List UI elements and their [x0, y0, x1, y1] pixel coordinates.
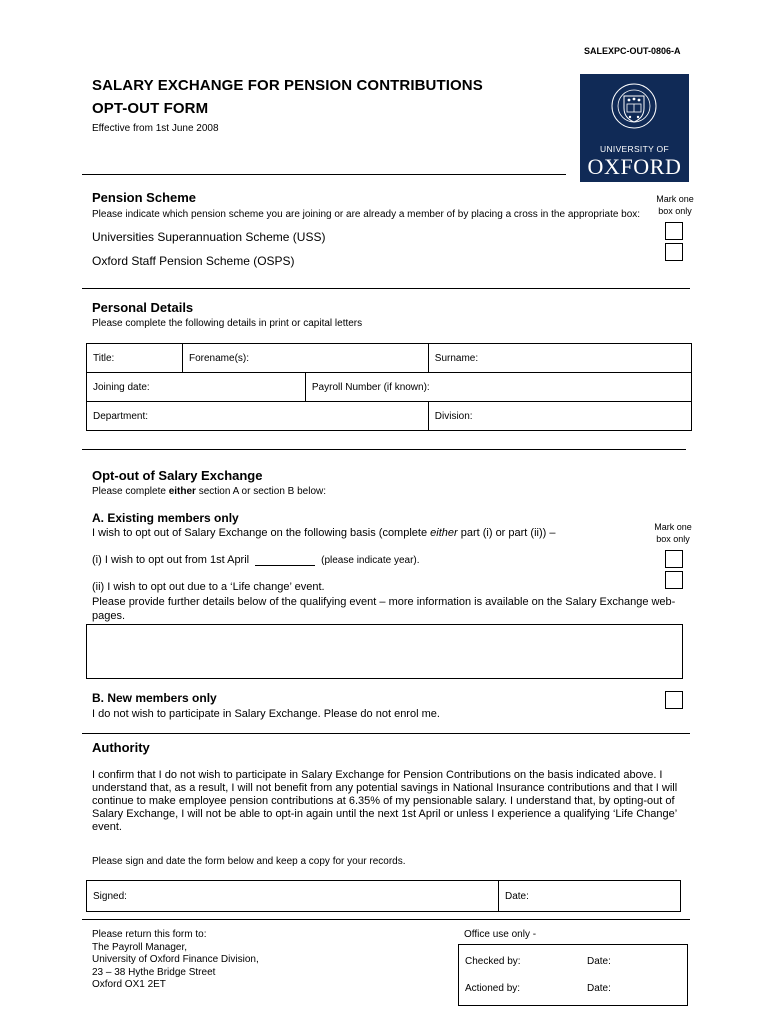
form-reference-code: SALEXPC-OUT-0806-A	[584, 46, 681, 56]
details-instruction-line2: pages.	[92, 610, 126, 622]
checked-by-label: Checked by:	[465, 956, 521, 967]
osps-checkbox[interactable]	[665, 243, 683, 261]
part-ii-text: (ii) I wish to opt out due to a ‘Life change’ event.	[92, 581, 325, 593]
section-b-text: I do not wish to participate in Salary Exchange. Please do not enrol me.	[92, 708, 440, 720]
section-b-heading: B. New members only	[92, 691, 217, 705]
forenames-field[interactable]: Forename(s):	[183, 344, 429, 373]
payroll-number-field[interactable]: Payroll Number (if known):	[305, 373, 691, 402]
form-title-line1: SALARY EXCHANGE FOR PENSION CONTRIBUTIONS	[92, 77, 483, 94]
signature-table	[86, 880, 681, 912]
section-b-checkbox[interactable]	[665, 691, 683, 709]
part-i-checkbox[interactable]	[665, 550, 683, 568]
header-divider	[82, 174, 566, 175]
section-a-intro: I wish to opt out of Salary Exchange on the following basis (complete either part (i) or part (ii)) –	[92, 527, 556, 539]
part-ii-checkbox[interactable]	[665, 571, 683, 589]
section-a-heading: A. Existing members only	[92, 511, 239, 525]
division-field[interactable]: Division:	[428, 402, 691, 431]
sign-instruction: Please sign and date the form below and keep a copy for your records.	[92, 856, 406, 867]
oxford-crest-icon	[610, 78, 658, 140]
year-input-line[interactable]	[255, 555, 315, 566]
logo-oxford: OXFORD	[587, 154, 682, 179]
section-divider	[82, 288, 690, 289]
signature-date-field[interactable]: Date:	[499, 881, 681, 912]
joining-date-field[interactable]: Joining date:	[87, 373, 306, 402]
personal-details-table	[86, 343, 692, 431]
effective-date: Effective from 1st June 2008	[92, 123, 219, 134]
pension-option-uss: Universities Superannuation Scheme (USS)	[92, 230, 326, 244]
pension-scheme-heading: Pension Scheme	[92, 190, 197, 205]
personal-details-instruction: Please complete the following details in print or capital letters	[92, 318, 363, 329]
form-title-line2: OPT-OUT FORM	[92, 100, 209, 117]
qualifying-event-details-box[interactable]	[86, 624, 683, 679]
actioned-by-label: Actioned by:	[465, 983, 521, 994]
details-instruction-line1: Please provide further details below of the qualifying event – more information is available on the Salary Exchange web-	[92, 596, 676, 608]
personal-details-heading: Personal Details	[92, 300, 194, 315]
pension-scheme-instruction: Please indicate which pension scheme you are joining or are already a member of by placing a cross in the appropriate box:	[92, 209, 641, 220]
part-i-text: (i) I wish to opt out from 1st April (please indicate year).	[92, 554, 420, 566]
optout-mark-note: Mark one box only	[654, 522, 692, 544]
section-divider	[82, 449, 686, 450]
office-use-label: Office use only -	[464, 929, 537, 940]
pension-mark-note: Mark one box only	[656, 194, 694, 216]
office-use-box	[458, 944, 688, 1006]
signed-field[interactable]: Signed:	[87, 881, 499, 912]
optout-heading: Opt-out of Salary Exchange	[92, 468, 263, 483]
authority-statement: I confirm that I do not wish to participate in Salary Exchange for Pension Contributions on the basis indicated above. I understand that, as a result, I will not benefit from any potential savings in National Insurance contributions and that I will continue to make employee pension contributions at 6.35% of my pensionable salary. I understand that, by opting-out of Salary Exchange, I will not be able to opt-in again until the next 1st April or unless I experience a qualifying ‘Life Change’ event.	[92, 769, 678, 833]
actioned-date-label: Date:	[587, 983, 611, 994]
return-address: Please return this form to: The Payroll Manager, University of Oxford Finance Division, 23 – 38 Hythe Bridge Street Oxford OX1 2ET	[92, 929, 259, 990]
logo-university-of: UNIVERSITY OF	[600, 144, 669, 154]
department-field[interactable]: Department:	[87, 402, 429, 431]
authority-heading: Authority	[92, 740, 150, 755]
surname-field[interactable]: Surname:	[428, 344, 691, 373]
checked-date-label: Date:	[587, 956, 611, 967]
footer-divider	[82, 919, 690, 920]
uss-checkbox[interactable]	[665, 222, 683, 240]
pension-option-osps: Oxford Staff Pension Scheme (OSPS)	[92, 254, 295, 268]
section-divider	[82, 733, 690, 734]
optout-instruction: Please complete either section A or section B below:	[92, 486, 327, 497]
title-field[interactable]: Title:	[87, 344, 183, 373]
university-logo	[580, 74, 689, 182]
